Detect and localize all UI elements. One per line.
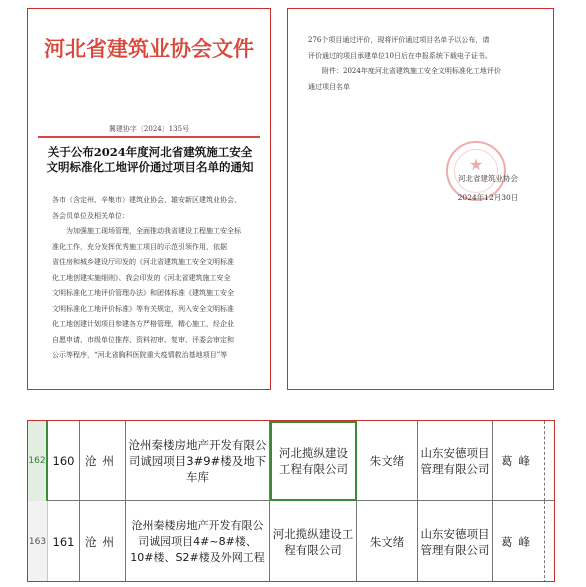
body-line: 附件：2024年度河北省建筑施工安全文明标准化工地评价 [322,67,501,75]
body-line: 准化工作，充分发挥优秀施工项目的示范引领作用，依据 [52,242,227,251]
title-line: 关于公布2024年度河北省建筑施工安全 [47,145,253,159]
row-header-162[interactable]: 162 [28,421,48,501]
cell-project[interactable]: 沧州秦楼房地产开发有限公司诚园项目3#9#楼及地下车库 [126,421,270,501]
cell-supervisor-person[interactable]: 葛峰 [493,501,545,582]
signature-block [438,169,538,207]
body-line: 省住房和城乡建设厅印发的《河北省建筑施工安全文明标准 [52,258,234,266]
body-line: 文明标准化工地评价管理办法》和团体标准《建筑施工安全 [52,289,234,297]
body-line: 276个项目通过评价，现将评价通过项目名单予以公布，请 [308,36,490,44]
signature-date: 2024年12月30日 [457,193,519,202]
org-header: 河北省建筑业协会文件 [44,36,254,61]
red-divider [38,136,260,138]
cell-seq[interactable]: 161 [48,501,80,582]
notice-body-continued [308,33,542,95]
body-line: 各市（含定州、辛集市）建筑业协会、雄安新区建筑业协会、 [52,196,241,204]
cell-supervisor[interactable]: 山东安德项目管理有限公司 [418,501,493,582]
cell-supervisor[interactable]: 山东安德项目管理有限公司 [418,421,493,501]
cell-contractor[interactable]: 河北揽纵建设工程有限公司 [270,501,357,582]
title-line: 文明标准化工地评价通过项目名单的通知 [46,160,254,174]
body-line: 为加强施工现场管理，全面推动我省建设工程施工安全标 [66,227,241,235]
row-header-163[interactable]: 163 [28,501,48,582]
body-line: 化工地创建计划项目参建各方严格管理，精心施工，经企业 [52,320,234,328]
body-line: 通过项目名单 [308,82,350,91]
body-line: 各会员单位及相关单位： [52,211,129,220]
body-line: 自愿申请、市级单位推荐、资料初审、复审、评委会审定和 [52,335,234,344]
body-line: 公示等程序，“河北省胸科医院重大疫情救治基地项目”等 [52,351,228,359]
cell-empty[interactable] [545,421,555,501]
seal-star-icon: ★ [468,155,484,174]
body-line: 文明标准化工地评价标准》等有关规定，列入安全文明标准 [52,304,234,313]
cell-seq[interactable]: 160 [48,421,80,501]
cell-city[interactable]: 沧州 [80,421,126,501]
cell-manager[interactable]: 朱文绪 [357,421,418,501]
signature-org: 河北省建筑业协会 [458,174,518,183]
document-number: 冀建协字〔2024〕135号 [108,125,190,133]
notice-body [52,193,266,364]
cell-manager[interactable]: 朱文绪 [357,501,418,582]
cell-empty[interactable] [545,501,555,582]
cell-contractor-selected[interactable]: 河北揽纵建设工程有限公司 [270,421,357,501]
cell-supervisor-person[interactable]: 葛峰 [493,421,545,501]
body-line: 评价通过的项目承建单位10日后在申报系统下载电子证书。 [308,51,492,60]
document-page-1 [27,8,271,390]
cell-project[interactable]: 沧州秦楼房地产开发有限公司诚园项目4#~8#楼、10#楼、S2#楼及外网工程 [126,501,270,582]
body-line: 化工地创建实施细则》、我会印发的《河北省建筑施工安全 [52,273,231,282]
cell-city[interactable]: 沧州 [80,501,126,582]
spreadsheet-crop [27,420,555,582]
document-page-2 [287,8,554,390]
notice-title [38,145,262,175]
